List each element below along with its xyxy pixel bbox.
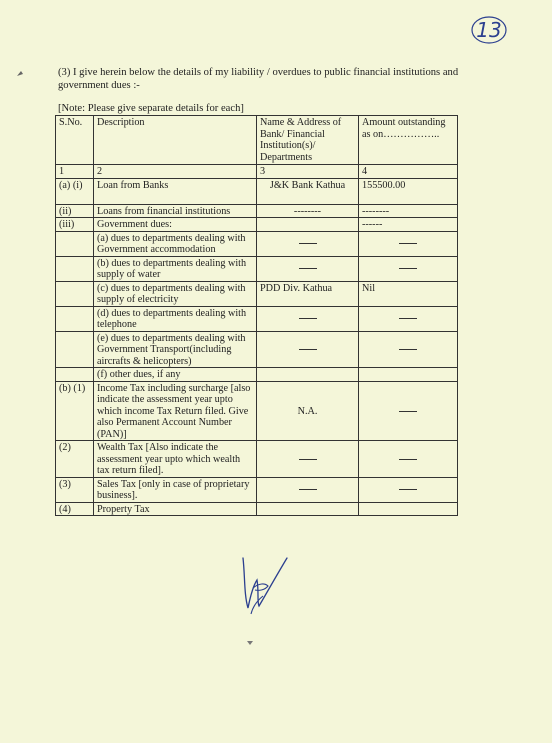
header-amount: Amount outstanding as on…………….. bbox=[359, 116, 458, 165]
row-bank bbox=[257, 231, 359, 256]
signature-image bbox=[235, 550, 295, 620]
blank-line bbox=[299, 318, 317, 319]
blank-line bbox=[299, 268, 317, 269]
row-description: Government dues: bbox=[94, 218, 257, 232]
row-amount: Nil bbox=[359, 281, 458, 306]
row-amount: ------ bbox=[359, 218, 458, 232]
row-sno: (b) (1) bbox=[56, 381, 94, 441]
row-bank bbox=[257, 256, 359, 281]
scan-speck bbox=[247, 641, 253, 646]
row-bank bbox=[257, 477, 359, 502]
row-amount bbox=[359, 306, 458, 331]
table-row bbox=[56, 178, 458, 204]
row-description: (b) dues to departments dealing with supply of water bbox=[94, 256, 257, 281]
column-number-row bbox=[56, 165, 458, 179]
row-description: (d) dues to departments dealing with telephone bbox=[94, 306, 257, 331]
column-number: 2 bbox=[94, 165, 257, 179]
row-sno bbox=[56, 331, 94, 368]
row-description: (a) dues to departments dealing with Government accommodation bbox=[94, 231, 257, 256]
row-sno bbox=[56, 306, 94, 331]
scan-speck bbox=[16, 70, 24, 78]
table-row bbox=[56, 368, 458, 382]
row-sno bbox=[56, 231, 94, 256]
row-amount bbox=[359, 368, 458, 382]
row-bank bbox=[257, 306, 359, 331]
row-bank bbox=[257, 502, 359, 516]
table-row bbox=[56, 231, 458, 256]
table-row bbox=[56, 441, 458, 478]
row-amount bbox=[359, 502, 458, 516]
table-row bbox=[56, 218, 458, 232]
blank-line bbox=[399, 243, 417, 244]
blank-line bbox=[399, 268, 417, 269]
table-row bbox=[56, 204, 458, 218]
column-number: 1 bbox=[56, 165, 94, 179]
blank-line bbox=[299, 459, 317, 460]
row-amount: 155500.00 bbox=[359, 178, 458, 204]
row-description: Sales Tax [only in case of proprietary business]. bbox=[94, 477, 257, 502]
row-sno bbox=[56, 281, 94, 306]
column-number: 3 bbox=[257, 165, 359, 179]
row-sno bbox=[56, 256, 94, 281]
row-bank: N.A. bbox=[257, 381, 359, 441]
page-number-text: 13 bbox=[476, 18, 502, 42]
row-sno bbox=[56, 368, 94, 382]
row-amount bbox=[359, 231, 458, 256]
row-description: Income Tax including surcharge [also indicate the assessment year upto which income Tax Return filed. Give also Permanent Account Number (PAN)] bbox=[94, 381, 257, 441]
row-sno: (ii) bbox=[56, 204, 94, 218]
table-header-row bbox=[56, 116, 458, 165]
row-description: (c) dues to departments dealing with supply of electricity bbox=[94, 281, 257, 306]
row-description: (e) dues to departments dealing with Government Transport(including aircrafts & helicopters) bbox=[94, 331, 257, 368]
row-bank bbox=[257, 441, 359, 478]
row-sno: (3) bbox=[56, 477, 94, 502]
row-amount: -------- bbox=[359, 204, 458, 218]
row-amount bbox=[359, 441, 458, 478]
header-sno: S.No. bbox=[56, 116, 94, 165]
row-bank: PDD Div. Kathua bbox=[257, 281, 359, 306]
row-amount bbox=[359, 256, 458, 281]
blank-line bbox=[299, 489, 317, 490]
table-row bbox=[56, 281, 458, 306]
table-row bbox=[56, 331, 458, 368]
row-amount bbox=[359, 477, 458, 502]
row-bank bbox=[257, 218, 359, 232]
row-description: Loans from financial institutions bbox=[94, 204, 257, 218]
row-amount bbox=[359, 331, 458, 368]
row-description: (f) other dues, if any bbox=[94, 368, 257, 382]
row-sno: (iii) bbox=[56, 218, 94, 232]
row-amount bbox=[359, 381, 458, 441]
row-description: Loan from Banks bbox=[94, 178, 257, 204]
row-bank: J&K Bank Kathua bbox=[257, 178, 359, 204]
table-row bbox=[56, 477, 458, 502]
table-row bbox=[56, 381, 458, 441]
blank-line bbox=[299, 243, 317, 244]
blank-line bbox=[399, 489, 417, 490]
row-bank bbox=[257, 331, 359, 368]
column-number: 4 bbox=[359, 165, 458, 179]
page-number-circle bbox=[470, 14, 508, 46]
row-bank: -------- bbox=[257, 204, 359, 218]
row-sno: (4) bbox=[56, 502, 94, 516]
blank-line bbox=[299, 349, 317, 350]
row-description: Wealth Tax [Also indicate the assessment year upto which wealth tax return filed]. bbox=[94, 441, 257, 478]
row-description: Property Tax bbox=[94, 502, 257, 516]
blank-line bbox=[399, 318, 417, 319]
row-sno: (a) (i) bbox=[56, 178, 94, 204]
table-row bbox=[56, 256, 458, 281]
blank-line bbox=[399, 411, 417, 412]
blank-line bbox=[399, 459, 417, 460]
header-bank: Name & Address of Bank/ Financial Institution(s)/ Departments bbox=[257, 116, 359, 165]
header-description: Description bbox=[94, 116, 257, 165]
row-sno: (2) bbox=[56, 441, 94, 478]
table-row bbox=[56, 502, 458, 516]
row-bank bbox=[257, 368, 359, 382]
note-text: [Note: Please give separate details for each] bbox=[58, 103, 244, 114]
liability-table bbox=[55, 115, 458, 516]
blank-line bbox=[399, 349, 417, 350]
table-row bbox=[56, 306, 458, 331]
page-number bbox=[470, 14, 508, 46]
intro-paragraph: (3) I give herein below the details of my liability / overdues to public financial institutions and government dues :- bbox=[58, 67, 459, 91]
